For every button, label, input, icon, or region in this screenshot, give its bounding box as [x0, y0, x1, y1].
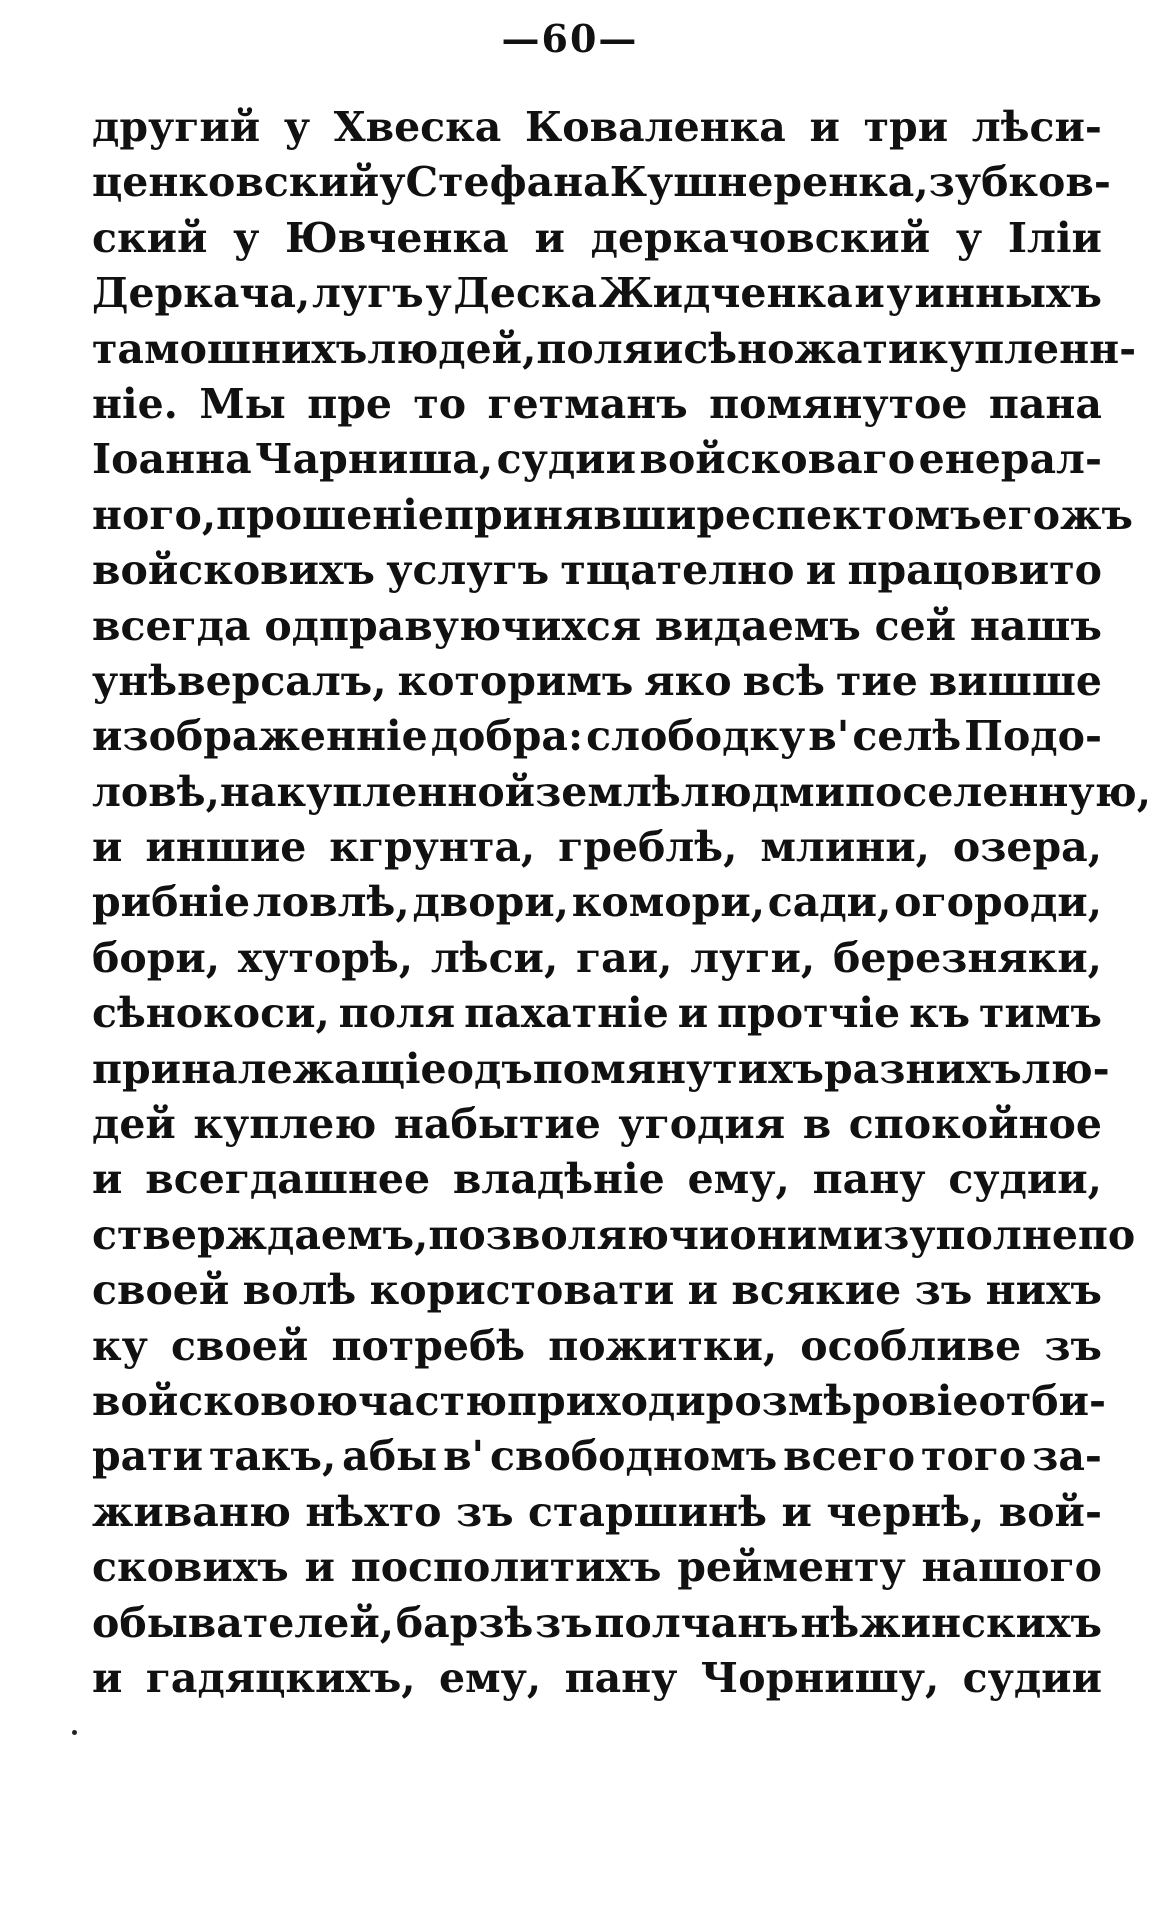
word: у — [283, 103, 311, 151]
word: пахатніе — [464, 989, 669, 1038]
word: комори, — [571, 878, 766, 927]
word: такъ, — [208, 1432, 337, 1481]
word: и — [854, 269, 885, 318]
word: пану — [564, 1653, 678, 1702]
word: владѣніе — [452, 1155, 665, 1204]
text-line — [92, 875, 1102, 930]
word: у — [955, 213, 983, 262]
word: Ювченка — [285, 213, 509, 262]
text-line — [92, 1042, 1110, 1097]
word: принявши — [443, 490, 697, 539]
word: егожъ — [981, 490, 1133, 539]
word: вой- — [998, 1487, 1102, 1536]
word: свободномъ — [490, 1432, 778, 1481]
text-line — [92, 432, 1102, 487]
text-line — [92, 1374, 1106, 1429]
word: тимъ — [979, 989, 1102, 1038]
text-line — [92, 543, 1102, 598]
word: за- — [1032, 1432, 1102, 1481]
word: поселенную, — [845, 767, 1151, 816]
word: нашого — [921, 1543, 1102, 1592]
word: одправуючихся — [264, 601, 642, 650]
ink-speck — [72, 1730, 77, 1735]
word: позволяючи — [428, 1210, 730, 1259]
text-line — [92, 1208, 1136, 1263]
word: тие — [835, 656, 918, 705]
word: сѣножати — [683, 324, 919, 373]
word: и — [92, 1155, 123, 1204]
text-line — [92, 1485, 1102, 1540]
word: оними — [729, 1210, 884, 1259]
word: видаемъ — [654, 601, 861, 650]
word: ного, — [92, 490, 217, 539]
word: своей — [171, 1321, 309, 1370]
text-line — [92, 1319, 1102, 1374]
word: полчанъ — [594, 1598, 799, 1647]
word: греблѣ, — [558, 823, 738, 872]
word: рейменту — [677, 1543, 906, 1592]
word: нѣхто — [305, 1487, 442, 1536]
page-number: —60— — [501, 16, 639, 61]
word: приходи — [507, 1376, 706, 1425]
word: которимъ — [397, 656, 634, 705]
word: всегдашнее — [145, 1155, 431, 1204]
text-line — [92, 765, 1151, 820]
word: и — [809, 103, 840, 151]
word: обывателей, — [92, 1598, 395, 1647]
word: Деска — [453, 269, 598, 318]
word: купленн- — [918, 324, 1137, 373]
word: зъ — [1044, 1321, 1102, 1370]
word: тамошнихъ — [92, 324, 368, 373]
word: стверждаемъ, — [92, 1210, 429, 1259]
text-line — [92, 1263, 1102, 1318]
word: працовито — [847, 546, 1102, 595]
word: огороди, — [894, 878, 1102, 927]
word: нашъ — [969, 601, 1102, 650]
word: живаню — [92, 1487, 291, 1536]
word: ніе. — [92, 379, 178, 428]
word: гаи, — [576, 933, 673, 982]
word: инныхъ — [914, 269, 1102, 318]
word: ему, — [438, 1653, 542, 1702]
word: слободку — [586, 712, 806, 761]
text-line — [92, 155, 1111, 210]
word: пожитки, — [548, 1321, 778, 1370]
word: и — [677, 989, 709, 1038]
text-line — [92, 1152, 1102, 1207]
word: и — [304, 1543, 335, 1592]
word: особливе — [800, 1321, 1022, 1370]
word: Кушнеренка, — [609, 158, 929, 207]
word: гадяцкихъ, — [145, 1653, 416, 1702]
word: рибніе — [92, 878, 251, 927]
word: Коваленка — [524, 103, 786, 151]
word: пану — [812, 1155, 926, 1204]
word: зуполне — [883, 1210, 1078, 1259]
word: волѣ — [242, 1266, 357, 1315]
text-line — [92, 488, 1133, 543]
word: другий — [92, 103, 261, 151]
text-line — [92, 266, 1102, 321]
word: у — [425, 269, 452, 318]
word: судии — [962, 1653, 1102, 1702]
word: людей, — [367, 324, 537, 373]
word: гетманъ — [487, 379, 688, 428]
word: сей — [874, 601, 957, 650]
text-line — [92, 820, 1102, 875]
word: селѣ — [852, 712, 962, 761]
word: чернѣ, — [826, 1487, 985, 1536]
word: и — [781, 1487, 812, 1536]
word: помянутое — [709, 379, 968, 428]
word: нѣжинскихъ — [800, 1598, 1102, 1647]
text-line — [92, 709, 1102, 764]
word: тщателно — [560, 546, 795, 595]
word: Стефана — [405, 158, 610, 207]
word: три — [863, 103, 949, 151]
word: посполитихъ — [350, 1543, 662, 1592]
word: Жидченка — [598, 269, 853, 318]
text-line — [92, 599, 1102, 654]
word: войсковою — [92, 1376, 359, 1425]
word: старшинѣ — [528, 1487, 767, 1536]
word: зубков- — [928, 158, 1111, 207]
word: рати — [92, 1432, 204, 1481]
word: и — [92, 1653, 123, 1702]
word: всякие — [731, 1266, 902, 1315]
word: унѣверсалъ, — [92, 656, 387, 705]
word: поля — [536, 324, 653, 373]
word: млини, — [760, 823, 930, 872]
word: Чорнишу, — [700, 1653, 940, 1702]
word: Чарниша, — [255, 435, 494, 484]
word: ловѣ, — [92, 767, 220, 816]
word: судии — [496, 435, 636, 484]
word: лугъ — [311, 269, 424, 318]
word: судии, — [948, 1155, 1102, 1204]
word: пана — [988, 379, 1102, 428]
text-line — [92, 1651, 1102, 1706]
word: дей — [92, 1100, 176, 1149]
word: услугъ — [386, 546, 550, 595]
word: и — [92, 823, 123, 872]
word: бори, — [92, 933, 221, 982]
word: сковихъ — [92, 1543, 289, 1592]
word: у — [886, 269, 913, 318]
word: Хвеска — [333, 103, 502, 151]
word: ку — [92, 1321, 148, 1370]
word: того — [921, 1432, 1027, 1481]
word: в — [802, 1100, 832, 1149]
word: нихъ — [985, 1266, 1102, 1315]
word: отби- — [978, 1376, 1106, 1425]
word: одъ — [446, 1044, 533, 1093]
word: сади, — [767, 878, 892, 927]
word: по — [1077, 1210, 1136, 1259]
word: в' — [443, 1432, 485, 1481]
word: своей — [92, 1266, 230, 1315]
text-line — [92, 986, 1102, 1041]
word: ловлѣ, — [252, 878, 410, 927]
word: на — [219, 767, 277, 816]
text-line — [92, 377, 1102, 432]
word: и — [805, 546, 837, 595]
text-line — [92, 1097, 1102, 1152]
word: Мы — [199, 379, 286, 428]
word: къ — [909, 989, 971, 1038]
word: у — [233, 213, 260, 262]
word: Іліи — [1007, 213, 1102, 262]
word: набытие — [393, 1100, 601, 1149]
word: всѣ — [742, 656, 825, 705]
word: кгрунта, — [329, 823, 536, 872]
text-line — [92, 1429, 1102, 1484]
text-line — [92, 1540, 1102, 1595]
word: куплею — [193, 1100, 377, 1149]
word: войсковихъ — [92, 546, 375, 595]
word: лѣси- — [971, 103, 1102, 151]
word: барзѣ — [395, 1598, 534, 1647]
word: разнихъ — [824, 1044, 1022, 1093]
word: енерал- — [918, 435, 1102, 484]
word: спокойное — [848, 1100, 1102, 1149]
word: то — [413, 379, 467, 428]
word: купленной — [276, 767, 536, 816]
word: добра: — [430, 712, 584, 761]
word: и — [534, 213, 565, 262]
word: угодия — [618, 1100, 786, 1149]
word: сѣнокоси, — [92, 989, 330, 1038]
word: войсковаго — [639, 435, 916, 484]
word: хуторѣ, — [237, 933, 414, 982]
word: и — [687, 1266, 719, 1315]
word: землѣ — [535, 767, 681, 816]
word: всего — [783, 1432, 916, 1481]
body-text — [92, 100, 1151, 1706]
word: розмѣровіе — [705, 1376, 979, 1425]
word: поля — [338, 989, 456, 1038]
word: березняки, — [832, 933, 1102, 982]
word: изображенніе — [92, 712, 428, 761]
word: яко — [644, 656, 732, 705]
word: пре — [307, 379, 392, 428]
word: приналежащіе — [92, 1044, 447, 1093]
word: лѣси, — [430, 933, 559, 982]
word: двори, — [412, 878, 569, 927]
word: Іоанна — [92, 435, 252, 484]
word: людми — [680, 767, 845, 816]
word: зъ — [455, 1487, 514, 1536]
word: у — [379, 158, 406, 207]
word: ценковский — [92, 158, 380, 207]
text-line — [92, 322, 1137, 377]
word: протчіе — [717, 989, 901, 1038]
word: иншие — [145, 823, 307, 872]
word: респектомъ — [696, 490, 982, 539]
word: абы — [342, 1432, 438, 1481]
text-line — [92, 100, 1102, 155]
word: вишше — [928, 656, 1102, 705]
text-line — [92, 1596, 1102, 1651]
word: Деркача, — [92, 269, 311, 318]
word: луги, — [690, 933, 816, 982]
word: Подо- — [964, 712, 1102, 761]
word: в' — [808, 712, 850, 761]
word: и — [652, 324, 684, 373]
word: озера, — [952, 823, 1102, 872]
word: помянутихъ — [532, 1044, 825, 1093]
word: частю — [358, 1376, 508, 1425]
word: деркачовский — [590, 213, 931, 262]
word: ский — [92, 213, 208, 262]
word: всегда — [92, 601, 251, 650]
text-line — [92, 654, 1102, 709]
word: користовати — [369, 1266, 675, 1315]
word: зъ — [535, 1598, 593, 1647]
word: ему, — [687, 1155, 790, 1204]
word: прошеніе — [216, 490, 444, 539]
word: зъ — [914, 1266, 973, 1315]
word: потребѣ — [331, 1321, 526, 1370]
text-line — [92, 211, 1102, 266]
word: лю- — [1021, 1044, 1110, 1093]
text-line — [92, 931, 1102, 986]
